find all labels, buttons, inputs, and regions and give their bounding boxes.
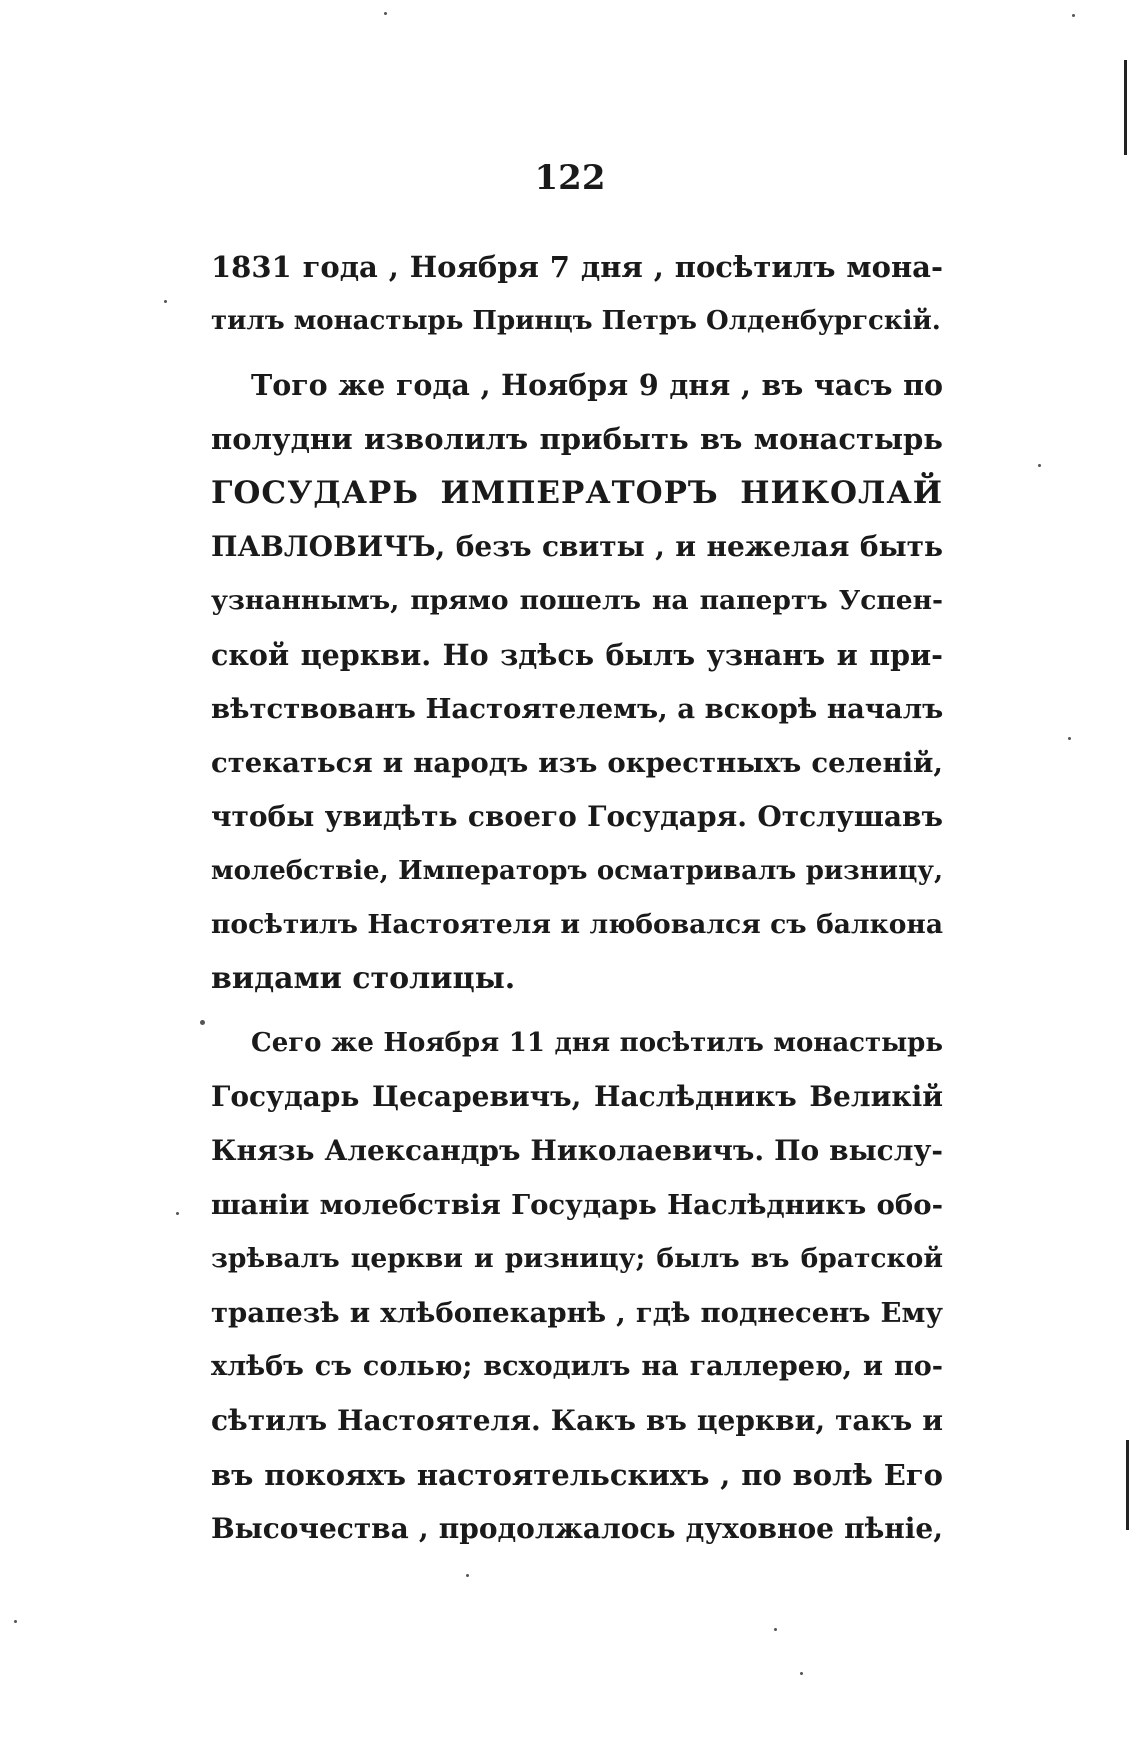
scan-speck <box>384 12 387 15</box>
text-line: молебствіе, Императоръ осматривалъ ризницу, <box>211 856 943 886</box>
text-line: зрѣвалъ церкви и ризницу; былъ въ братской <box>211 1243 943 1274</box>
body-text <box>211 240 943 1556</box>
text-line: Высочества , продолжалось духовное пѣніе, <box>211 1512 943 1545</box>
paragraph-gap <box>211 348 943 358</box>
text-line: тилъ монастырь Принцъ Петръ Олденбургскій. <box>211 306 941 336</box>
scan-speck <box>14 1620 17 1623</box>
scan-speck <box>200 1020 205 1025</box>
scan-speck <box>466 1574 469 1577</box>
scan-speck <box>800 1672 803 1675</box>
text-line: 1831 года , Ноября 7 дня , посѣтилъ мона- <box>211 250 943 284</box>
text-line: Сего же Ноября 11 дня посѣтилъ монастырь <box>251 1028 943 1058</box>
text-line: хлѣбъ съ солью; всходилъ на галлерею, и по- <box>211 1351 943 1382</box>
scan-speck <box>1068 737 1071 740</box>
text-line: вѣтствованъ Настоятелемъ, а вскорѣ началъ <box>211 693 944 725</box>
text-line: Государь Цесаревичъ, Наслѣдникъ Великій <box>211 1080 943 1113</box>
text-line: видами столицы. <box>211 961 516 996</box>
scan-speck <box>176 1212 179 1215</box>
scan-speck <box>1038 464 1041 467</box>
text-line: сѣтилъ Настоятеля. Какъ въ церкви, такъ и <box>211 1404 943 1437</box>
text-line: ГОСУДАРЬ ИМПЕРАТОРЪ НИКОЛАЙ <box>211 475 943 511</box>
scan-speck <box>164 300 167 303</box>
paragraph-gap <box>211 1006 943 1016</box>
text-line: ПАВЛОВИЧЪ, безъ свиты , и нежелая быть <box>211 530 943 563</box>
page-number: 122 <box>534 158 606 198</box>
text-line: чтобы увидѣть своего Государя. Отслушавъ <box>211 800 943 833</box>
scan-speck <box>774 1628 777 1631</box>
text-line: Того же года , Ноября 9 дня , въ часъ по <box>251 368 943 402</box>
scan-speck <box>1072 14 1075 17</box>
text-line: въ покояхъ настоятельскихъ , по волѣ Его <box>211 1458 943 1492</box>
binding-edge-bottom <box>1126 1440 1129 1530</box>
text-line: узнаннымъ, прямо пошелъ на папертъ Успен- <box>211 585 943 616</box>
text-line: полудни изволилъ прибыть въ монастырь <box>211 422 943 456</box>
text-line: посѣтилъ Настоятеля и любовался съ балкона <box>211 909 943 940</box>
text-line: трапезѣ и хлѣбопекарнѣ , гдѣ поднесенъ Ему <box>211 1297 943 1329</box>
text-line: Князь Александръ Николаевичъ. По выслу- <box>211 1134 943 1167</box>
text-line: шаніи молебствія Государь Наслѣдникъ обо- <box>211 1189 943 1221</box>
text-line: ской церкви. Но здѣсь былъ узнанъ и при- <box>211 638 943 672</box>
binding-edge-top <box>1124 60 1127 155</box>
text-line: стекаться и народъ изъ окрестныхъ селеній, <box>211 747 943 779</box>
